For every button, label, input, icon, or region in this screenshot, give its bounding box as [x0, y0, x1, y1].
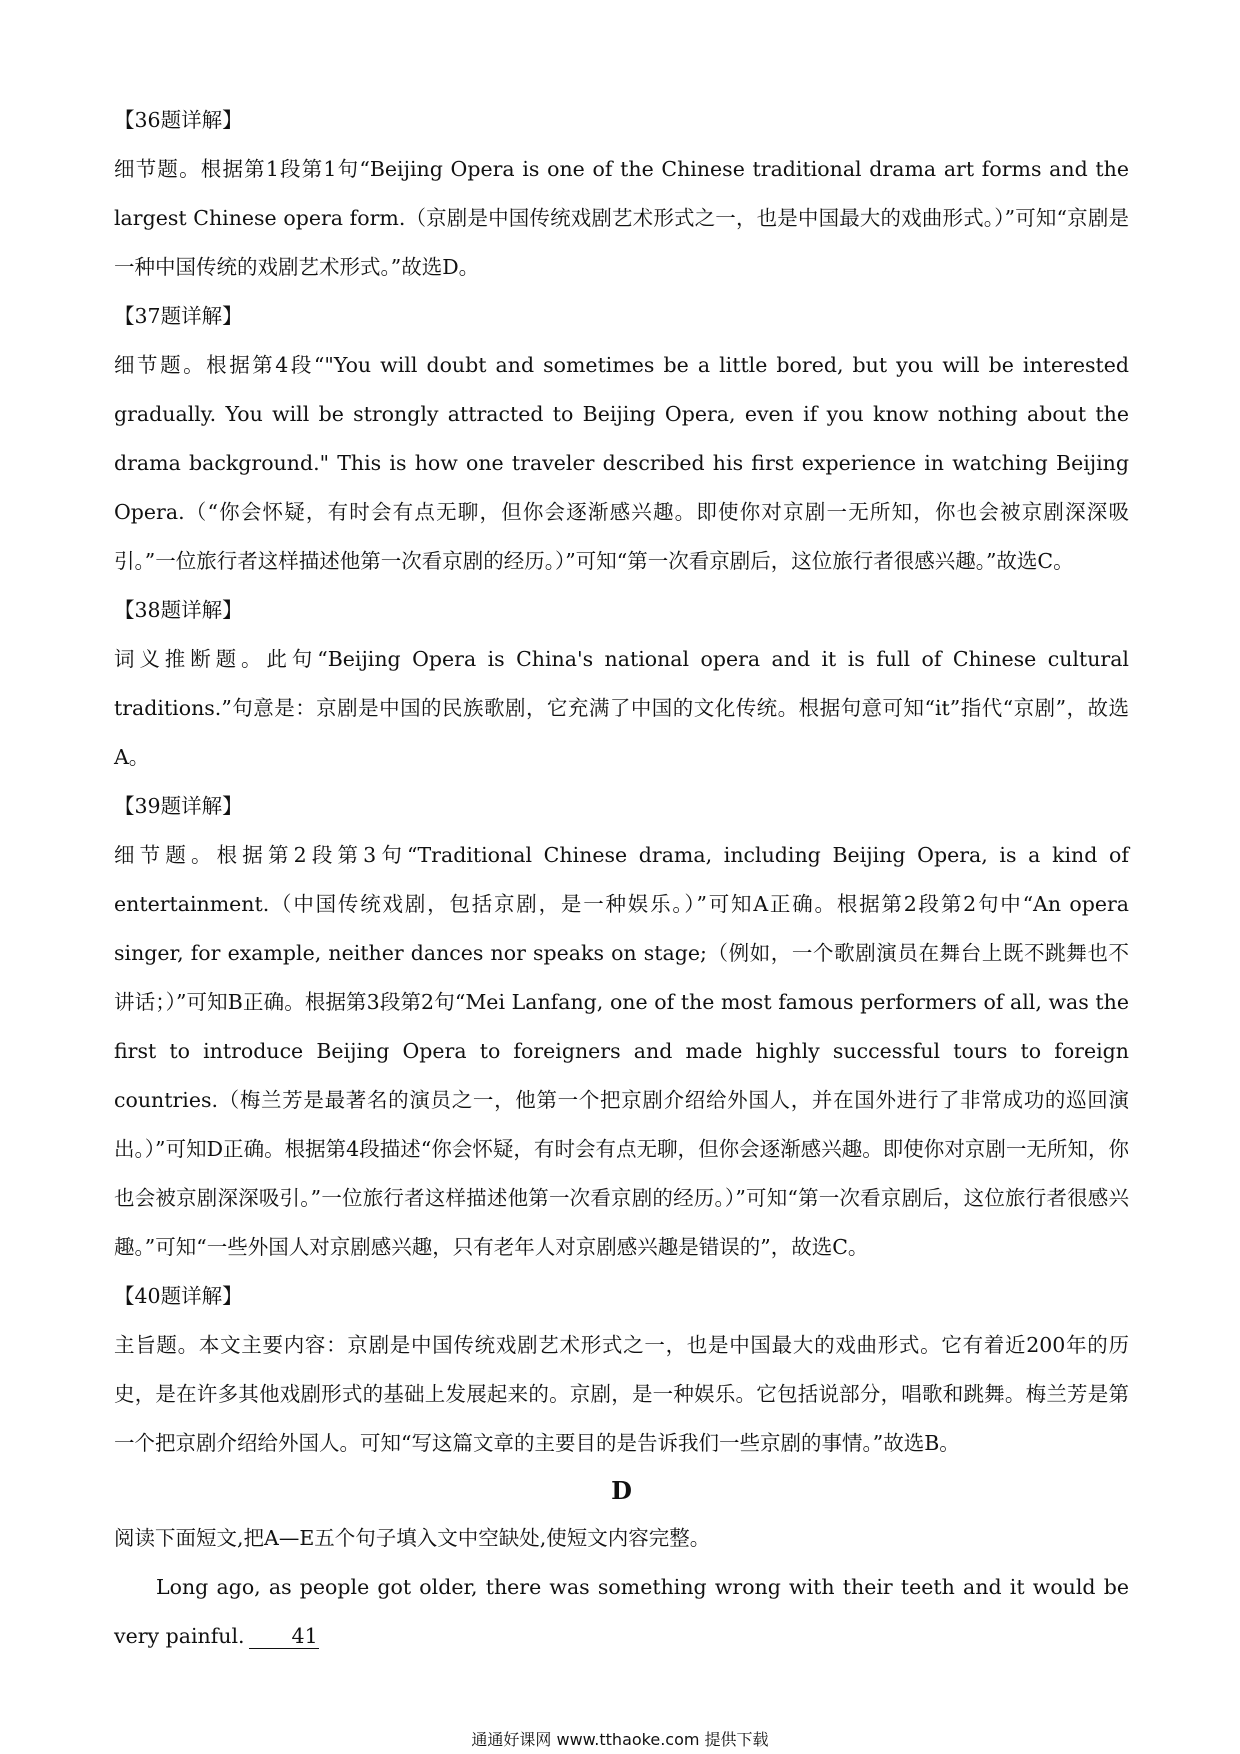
blank-41: 41: [249, 1624, 319, 1649]
section-heading-39: 【39题详解】: [114, 794, 243, 818]
section-text-38: 词义推断题。此句“Beijing Opera is China's national opera and it is full of Chinese cultural traditions.”句意是：京剧是中国的民族歌剧，它充满了中国的文化传统。根据句意可知“it”指代“京剧”，故选A。: [114, 647, 1129, 769]
section-text-40: 主旨题。本文主要内容：京剧是中国传统戏剧艺术形式之一，也是中国最大的戏曲形式。它有着近200年的历史，是在许多其他戏剧形式的基础上发展起来的。京剧，是一种娱乐。它包括说部分，唱歌和跳舞。梅兰芳是第一个把京剧介绍给外国人。可知“写这篇文章的主要目的是告诉我们一些京剧的事情。”故选B。: [114, 1333, 1129, 1455]
section-heading-36: 【36题详解】: [114, 108, 243, 132]
section-text-36: 细节题。根据第1段第1句“Beijing Opera is one of the Chinese traditional drama art forms and the largest Chinese opera form.（京剧是中国传统戏剧艺术形式之一，也是中国最大的戏曲形式。）”可知“京剧是一种中国传统的戏剧艺术形式。”故选D。: [114, 157, 1129, 279]
section-heading-40: 【40题详解】: [114, 1284, 243, 1308]
section-heading-38: 【38题详解】: [114, 598, 243, 622]
section-heading-37: 【37题详解】: [114, 304, 243, 328]
part-d-title: D: [611, 1476, 632, 1505]
section-text-37: 细节题。根据第4段“"You will doubt and sometimes be a little bored, but you will be interested gradually. You will be strongly attracted to Beijing Opera, even if you know nothing about the drama background." This is how one traveler described his first experience in watching Beijing Opera.（“你会怀疑，有时会有点无聊，但你会逐渐感兴趣。即使你对京剧一无所知，你也会被京剧深深吸引。”一位旅行者这样描述他第一次看京剧的经历。）”可知“第一次看京剧后，这位旅行者很感兴趣。”故选C。: [114, 353, 1129, 573]
part-d-instruction: 阅读下面短文,把A—E五个句子填入文中空缺处,使短文内容完整。: [114, 1526, 711, 1550]
section-text-39: 细节题。根据第2段第3句“Traditional Chinese drama, including Beijing Opera, is a kind of entertainment.（中国传统戏剧，包括京剧，是一种娱乐。）”可知A正确。根据第2段第2句中“An opera singer, for example, neither dances nor speaks on stage;（例如，一个歌剧演员在舞台上既不跳舞也不讲话；）”可知B正确。根据第3段第2句“Mei Lanfang, one of the most famous performers of all, was the first to introduce Beijing Opera to foreigners and made highly successful tours to foreign countries.（梅兰芳是最著名的演员之一，他第一个把京剧介绍给外国人，并在国外进行了非常成功的巡回演出。）”可知D正确。根据第4段描述“你会怀疑，有时会有点无聊，但你会逐渐感兴趣。即使你对京剧一无所知，你也会被京剧深深吸引。”一位旅行者这样描述他第一次看京剧的经历。）”可知“第一次看京剧后，这位旅行者很感兴趣。”可知“一些外国人对京剧感兴趣，只有老年人对京剧感兴趣是错误的”，故选C。: [114, 843, 1129, 1259]
answer-explanations: [114, 96, 1129, 1661]
part-d-passage: [114, 1563, 1129, 1661]
passage-text: Long ago, as people got older, there was something wrong with their teeth and it would be very painful.: [114, 1575, 1129, 1648]
page-footer: 通通好课网 www.tthaoke.com 提供下载: [471, 1730, 769, 1749]
